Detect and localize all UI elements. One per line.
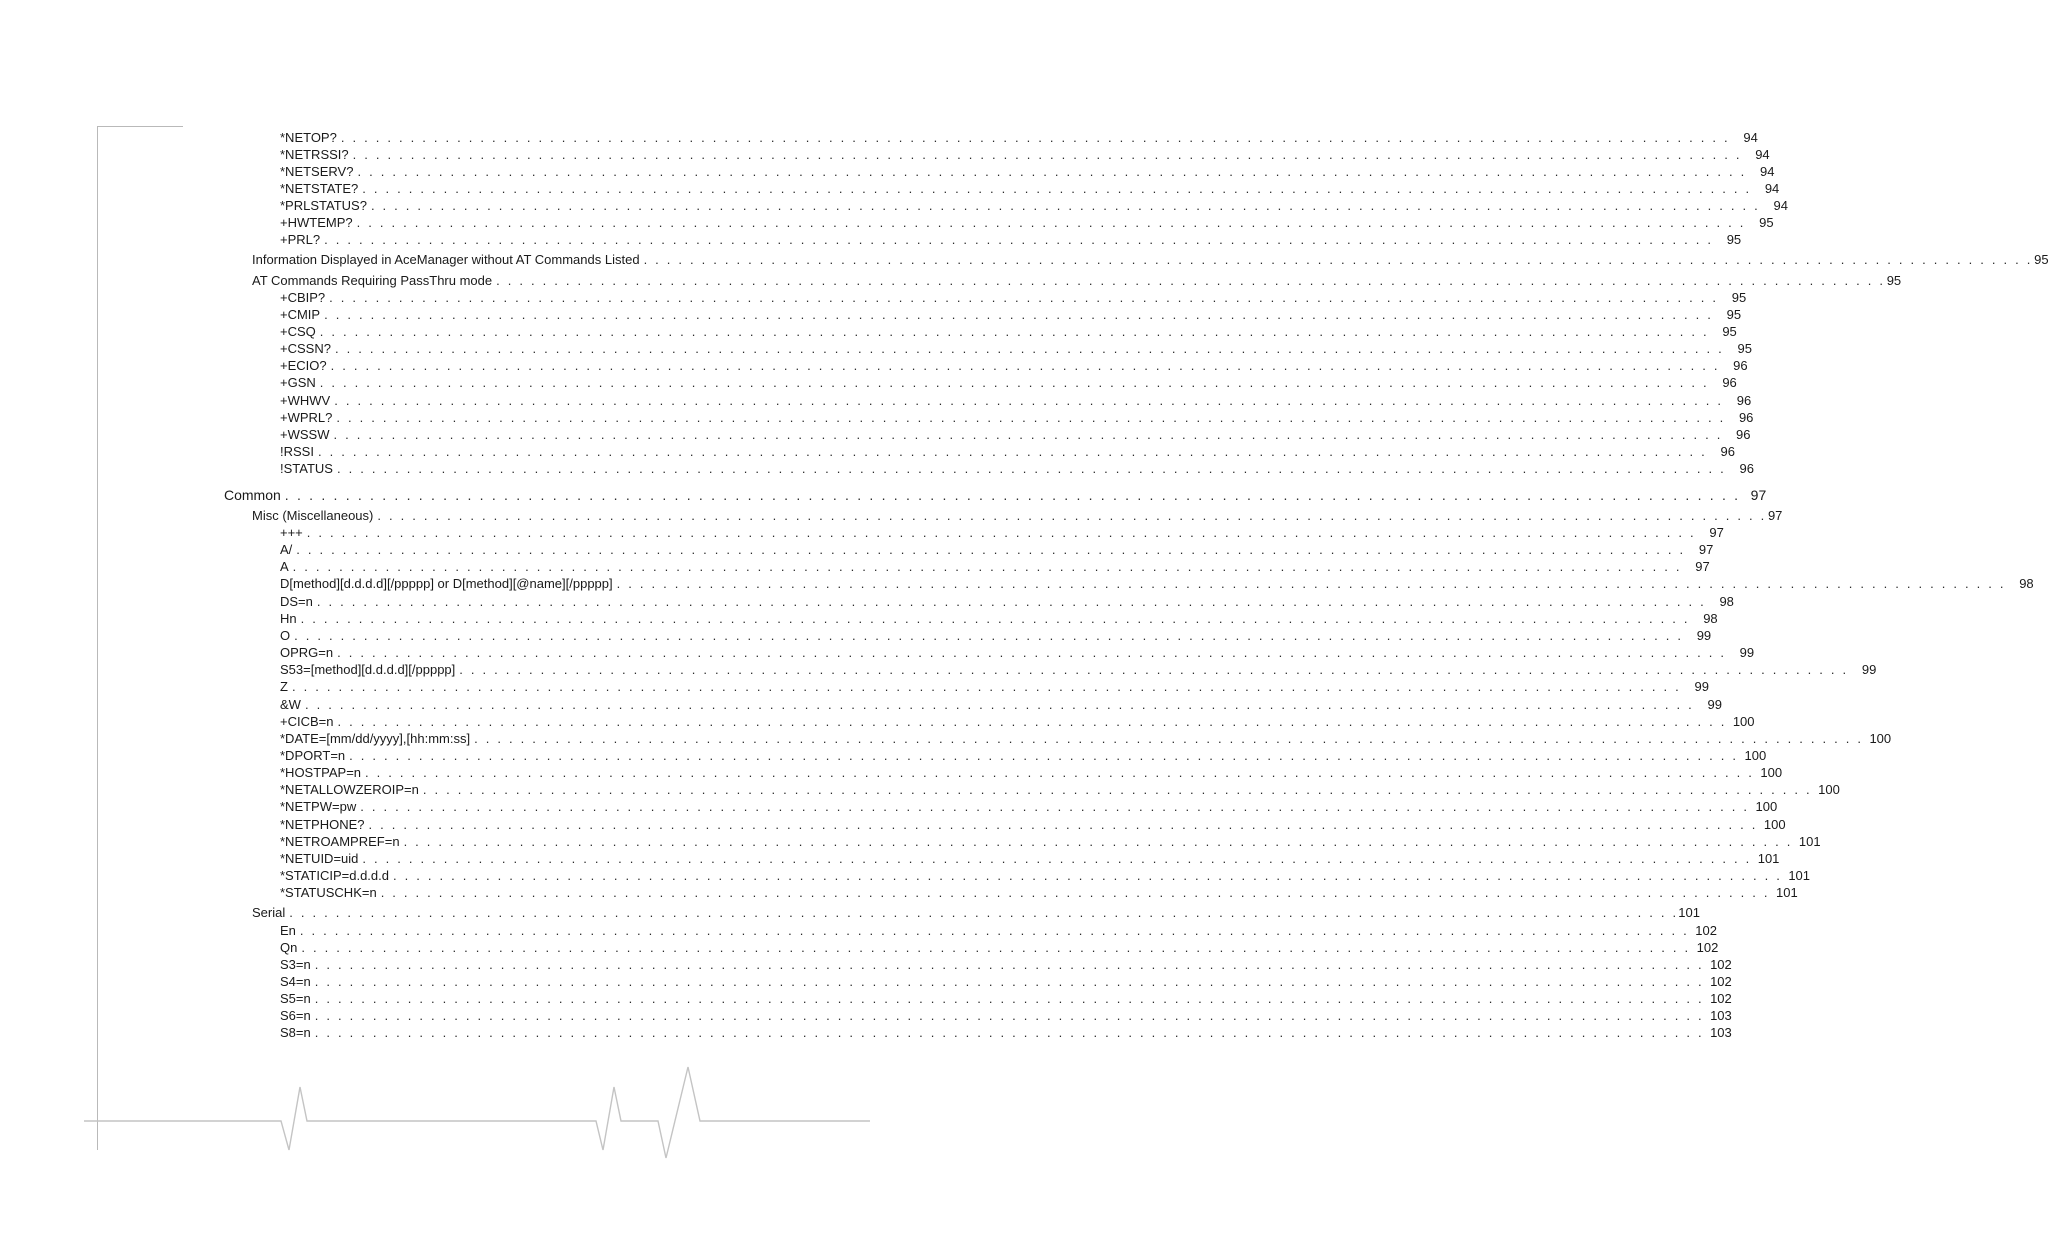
toc-page-number: 94 [1755, 147, 1770, 162]
toc-page-number: 102 [1696, 940, 1719, 955]
toc-entry-title: *NETUID=uid [280, 851, 359, 866]
toc-entry-title: Common [224, 487, 281, 503]
toc-page-number: 101 [1788, 868, 1811, 883]
toc-entry-title: *STATUSCHK=n [280, 885, 377, 900]
toc-page-number: 95 [1722, 324, 1737, 339]
toc-dot-leader [496, 272, 1885, 289]
toc-page-number: 100 [1744, 748, 1767, 763]
toc-entry-title: Information Displayed in AceManager without AT Commands Listed [252, 252, 640, 267]
toc-entry-title: En [280, 923, 296, 938]
toc-page-number: 95 [1886, 273, 1902, 288]
toc-entry[interactable] [280, 575, 2034, 592]
toc-entry-title: *DPORT=n [280, 748, 346, 763]
toc-page-number: 103 [1710, 1025, 1732, 1040]
toc-entry[interactable] [280, 374, 1737, 391]
toc-dot-leader [333, 426, 1722, 443]
toc-entry-title: !RSSI [280, 444, 314, 459]
toc-entry[interactable] [280, 541, 1714, 558]
toc-entry[interactable] [224, 486, 1767, 504]
toc-entry[interactable] [280, 129, 1758, 146]
toc-entry-title: Serial [252, 905, 286, 920]
toc-page-number: 101 [1678, 905, 1700, 920]
toc-entry-title: S6=n [280, 1008, 311, 1023]
toc-dot-leader [315, 956, 1704, 973]
toc-entry-title: *NETROAMPREF=n [280, 834, 400, 849]
toc-page-number: 94 [1743, 130, 1758, 145]
toc-entry[interactable] [280, 357, 1748, 374]
toc-dot-leader [335, 340, 1724, 357]
toc-dot-leader [324, 231, 1713, 248]
toc-dot-leader [423, 781, 1812, 798]
toc-entry[interactable] [280, 850, 1780, 867]
toc-dot-leader [617, 575, 2006, 592]
toc-entry[interactable] [280, 833, 1821, 850]
toc-dot-leader [459, 661, 1848, 678]
toc-entry-title: S5=n [280, 991, 311, 1006]
toc-dot-leader [381, 884, 1770, 901]
toc-entry-title: S4=n [280, 974, 311, 989]
toc-dot-leader [320, 323, 1709, 340]
toc-dot-leader [320, 374, 1709, 391]
toc-entry[interactable] [280, 340, 1752, 357]
toc-entry[interactable] [280, 610, 1718, 627]
toc-dot-leader [365, 764, 1754, 781]
toc-page-number: 103 [1710, 1008, 1732, 1023]
toc-entry-title: +GSN [280, 375, 316, 390]
toc-entry-title: DS=n [280, 594, 313, 609]
toc-entry-title: +++ [280, 525, 303, 540]
toc-dot-leader [329, 289, 1718, 306]
toc-dot-leader [292, 678, 1681, 695]
toc-dot-leader [307, 524, 1696, 541]
page-frame-left-rule [97, 126, 98, 1150]
toc-entry[interactable] [280, 460, 1754, 477]
toc-page-number: 95 [1726, 307, 1742, 322]
toc-entry[interactable] [252, 272, 1902, 289]
toc-page-number: 99 [1707, 697, 1722, 712]
toc-entry-title: +CMIP [280, 307, 321, 322]
toc-entry[interactable] [280, 163, 1775, 180]
toc-dot-leader [393, 867, 1782, 884]
toc-entry-title: +CSQ [280, 324, 316, 339]
toc-entry-title: Qn [280, 940, 298, 955]
toc-page-number: 100 [1818, 782, 1840, 797]
toc-dot-leader [315, 990, 1704, 1007]
toc-entry[interactable] [280, 392, 1752, 409]
toc-page-number: 95 [2034, 252, 2049, 267]
toc-entry-title: OPRG=n [280, 645, 334, 660]
toc-dot-leader [315, 1024, 1704, 1041]
toc-entry[interactable] [280, 922, 1717, 939]
toc-dot-leader [353, 146, 1742, 163]
toc-entry[interactable] [280, 306, 1742, 323]
toc-entry-title: D[method][d.d.d.d][/ppppp] or D[method][@name][/ppppp] [280, 576, 613, 591]
toc-page-number: 96 [1720, 444, 1735, 459]
toc-entry-title: *PRLSTATUS? [280, 198, 367, 213]
toc-dot-leader [357, 163, 1746, 180]
toc-entry[interactable] [280, 443, 1735, 460]
toc-page-number: 94 [1773, 198, 1788, 213]
toc-dot-leader [324, 306, 1713, 323]
toc-entry-title: *NETSTATE? [280, 181, 359, 196]
toc-page-number: 101 [1798, 834, 1821, 849]
toc-entry-title: S3=n [280, 957, 311, 972]
toc-entry[interactable] [280, 816, 1786, 833]
toc-page-number: 97 [1709, 525, 1724, 540]
toc-entry[interactable] [280, 973, 1732, 990]
toc-dot-leader [362, 850, 1751, 867]
toc-dot-leader [331, 357, 1720, 374]
toc-page-number: 97 [1767, 508, 1783, 523]
toc-entry-title: +PRL? [280, 232, 321, 247]
page-frame-top-rule [97, 126, 183, 127]
toc-page-number: 100 [1869, 731, 1892, 746]
toc-entry[interactable] [280, 323, 1737, 340]
toc-entry[interactable] [280, 696, 1722, 713]
toc-entry-title: S8=n [280, 1025, 311, 1040]
toc-entry-title: +WHWV [280, 393, 331, 408]
toc-page-number: 101 [1776, 885, 1798, 900]
toc-entry-title: *NETOP? [280, 130, 337, 145]
toc-dot-leader [371, 197, 1760, 214]
toc-page-number: 99 [1696, 628, 1712, 643]
toc-dot-leader [377, 507, 1766, 524]
toc-page-number: 95 [1759, 215, 1774, 230]
toc-entry-title: A/ [280, 542, 293, 557]
toc-dot-leader [336, 409, 1725, 426]
toc-entry[interactable] [280, 1024, 1732, 1041]
toc-entry-title: Hn [280, 611, 297, 626]
toc-dot-leader [301, 939, 1690, 956]
toc-entry[interactable] [280, 798, 1778, 815]
toc-dot-leader [285, 486, 1740, 504]
toc-entry[interactable] [280, 289, 1747, 306]
toc-page-number: 98 [2019, 576, 2034, 591]
toc-entry[interactable] [280, 678, 1709, 695]
toc-dot-leader [404, 833, 1793, 850]
toc-entry-title: O [280, 628, 291, 643]
toc-entry-title: *NETRSSI? [280, 147, 349, 162]
toc-entry[interactable] [280, 409, 1754, 426]
toc-page-number: 95 [1731, 290, 1747, 305]
toc-entry-title: *NETPHONE? [280, 817, 365, 832]
toc-entry[interactable] [280, 558, 1710, 575]
toc-entry[interactable] [252, 251, 2049, 268]
toc-page-number: 98 [1719, 594, 1734, 609]
toc-entry-title: +WSSW [280, 427, 330, 442]
toc-page-number: 99 [1739, 645, 1755, 660]
toc-page-number: 97 [1695, 559, 1710, 574]
toc-entry-title: *STATICIP=d.d.d.d [280, 868, 389, 883]
toc-dot-leader [334, 392, 1723, 409]
toc-page-number: 100 [1732, 714, 1755, 729]
toc-page-number: 94 [1760, 164, 1775, 179]
toc-dot-leader [357, 214, 1746, 231]
toc-page-number: 96 [1722, 375, 1737, 390]
toc-entry[interactable] [280, 146, 1770, 163]
toc-page-number: 97 [1750, 487, 1767, 503]
toc-entry[interactable] [280, 781, 1840, 798]
toc-entry[interactable] [280, 956, 1732, 973]
toc-entry[interactable] [252, 507, 1783, 524]
toc-entry-title: +HWTEMP? [280, 215, 353, 230]
toc-entry[interactable] [280, 627, 1712, 644]
toc-entry[interactable] [280, 661, 1877, 678]
toc-page-number: 96 [1733, 358, 1748, 373]
toc-page-number: 96 [1736, 427, 1751, 442]
toc-entry-title: +WPRL? [280, 410, 333, 425]
toc-entry[interactable] [280, 593, 1734, 610]
toc-page-number: 102 [1710, 974, 1732, 989]
toc-entry-title: Z [280, 679, 288, 694]
toc-dot-leader [301, 610, 1690, 627]
toc-entry-title: AT Commands Requiring PassThru mode [252, 273, 493, 288]
toc-dot-leader [296, 541, 1685, 558]
toc-page-number: 95 [1737, 341, 1752, 356]
toc-dot-leader [369, 816, 1758, 833]
toc-dot-leader [644, 251, 2033, 268]
toc-entry[interactable] [280, 730, 1892, 747]
toc-dot-leader [315, 1007, 1704, 1024]
toc-entry-title: Misc (Miscellaneous) [252, 508, 374, 523]
toc-entry[interactable] [280, 713, 1755, 730]
toc-entry[interactable] [280, 867, 1811, 884]
toc-entry-title: *DATE=[mm/dd/yyyy],[hh:mm:ss] [280, 731, 471, 746]
toc-page-number: 99 [1861, 662, 1877, 677]
toc-entry[interactable] [280, 990, 1732, 1007]
toc-dot-leader [337, 644, 1726, 661]
toc-entry[interactable] [280, 1007, 1732, 1024]
toc-entry-title: +CBIP? [280, 290, 326, 305]
toc-entry[interactable] [280, 197, 1788, 214]
toc-entry-title: +ECIO? [280, 358, 327, 373]
toc-page-number: 96 [1738, 410, 1754, 425]
toc-dot-leader [315, 973, 1704, 990]
toc-entry[interactable] [280, 180, 1780, 197]
toc-page-number: 100 [1755, 799, 1778, 814]
toc-page-number: 96 [1736, 393, 1752, 408]
toc-dot-leader [337, 713, 1726, 730]
toc-entry-title: +CICB=n [280, 714, 334, 729]
toc-entry[interactable] [280, 884, 1798, 901]
toc-entry-title: *NETALLOWZEROIP=n [280, 782, 419, 797]
toc-dot-leader [349, 747, 1738, 764]
toc-page-number: 102 [1695, 923, 1717, 938]
toc-entry-title: +CSSN? [280, 341, 331, 356]
toc-page-number: 99 [1694, 679, 1709, 694]
toc-entry-title: *HOSTPAP=n [280, 765, 362, 780]
toc-page-number: 97 [1698, 542, 1714, 557]
toc-page-number: 102 [1710, 957, 1732, 972]
toc-page-number: 98 [1703, 611, 1718, 626]
toc-entry[interactable] [280, 764, 1783, 781]
toc-dot-leader [289, 904, 1678, 921]
toc-dot-leader [305, 696, 1694, 713]
toc-dot-leader [318, 443, 1707, 460]
toc-dot-leader [341, 129, 1730, 146]
toc-dot-leader [337, 460, 1726, 477]
toc-page-number: 94 [1764, 181, 1780, 196]
toc-entry-title: *NETSERV? [280, 164, 354, 179]
toc-entry-title: A [280, 559, 289, 574]
toc-dot-leader [294, 627, 1683, 644]
toc-entry[interactable] [280, 426, 1751, 443]
toc-page-number: 100 [1760, 765, 1783, 780]
toc-entry[interactable] [280, 939, 1719, 956]
toc-entry-title: &W [280, 697, 301, 712]
toc-entry-title: *NETPW=pw [280, 799, 357, 814]
toc-page-number: 96 [1739, 461, 1754, 476]
toc-dot-leader [474, 730, 1863, 747]
toc-page-number: 95 [1726, 232, 1742, 247]
toc-entry[interactable] [280, 644, 1755, 661]
toc-entry[interactable] [280, 524, 1724, 541]
toc-page-number: 100 [1763, 817, 1786, 832]
toc-dot-leader [360, 798, 1749, 815]
toc-entry[interactable] [280, 231, 1742, 248]
toc-entry-title: S53=[method][d.d.d.d][/ppppp] [280, 662, 456, 677]
toc-dot-leader [300, 922, 1689, 939]
toc-dot-leader [293, 558, 1682, 575]
toc-page-number: 101 [1757, 851, 1780, 866]
toc-entry[interactable] [280, 214, 1774, 231]
toc-page-number: 102 [1710, 991, 1732, 1006]
toc-dot-leader [317, 593, 1706, 610]
toc-entry[interactable] [280, 747, 1767, 764]
toc-dot-leader [362, 180, 1751, 197]
toc-entry-title: !STATUS [280, 461, 333, 476]
toc-entry[interactable] [252, 904, 1700, 921]
